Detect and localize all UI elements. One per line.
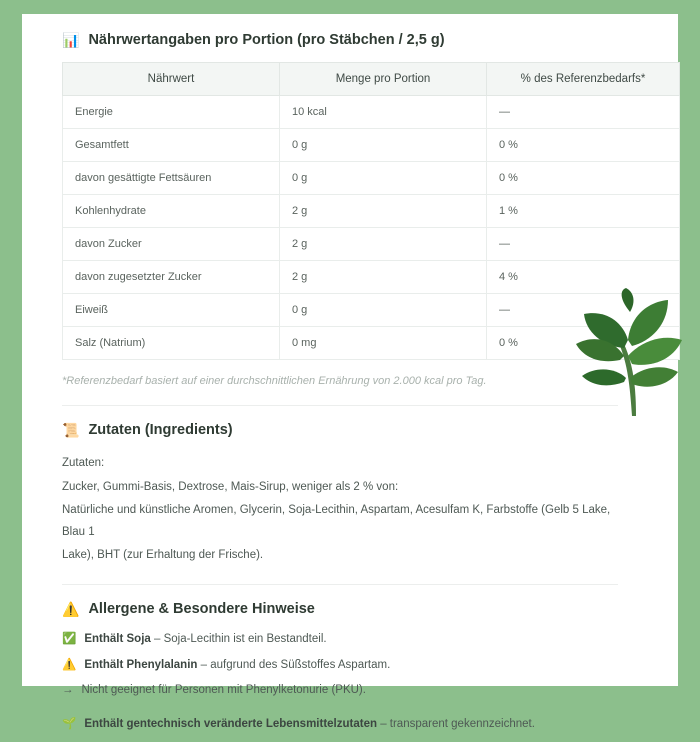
ingredients-line-3: Lake), BHT (zur Erhaltung der Frische). (62, 548, 264, 561)
ingredients-line-2: Natürliche und künstliche Aromen, Glycerin, Soja-Lecithin, Aspartam, Acesulfam K, Farbstoffe (Gelb 5 Lake, Blau 1 (62, 503, 611, 539)
allergens-section-heading (62, 601, 644, 617)
allergen-bold: Enthält Soja (84, 633, 151, 646)
cell-nutrient: Eiweiß (63, 294, 280, 327)
section-divider (62, 405, 618, 406)
reference-footnote: *Referenzbedarf basiert auf einer durchschnittlichen Ernährung von 2.000 kcal pro Tag. (62, 375, 487, 387)
warning-icon: ⚠️ (62, 658, 77, 671)
column-header-reference: % des Referenzbedarfs* (487, 63, 680, 96)
list-spacer (62, 708, 644, 716)
cell-reference: — (487, 96, 680, 129)
table-row (63, 228, 680, 261)
cell-nutrient: davon Zucker (63, 228, 280, 261)
scroll-icon: 📜 (62, 422, 80, 438)
cell-amount: 2 g (280, 261, 487, 294)
allergens-title: Allergene & Besondere Hinweise (88, 601, 315, 618)
cell-amount: 2 g (280, 195, 487, 228)
cell-reference: 0 % (487, 327, 680, 360)
allergen-text (84, 657, 390, 674)
cell-amount: 0 mg (280, 327, 487, 360)
cell-amount: 10 kcal (280, 96, 487, 129)
table-row (63, 129, 680, 162)
table-header-row (63, 63, 680, 96)
allergen-bold: Enthält Phenylalanin (84, 658, 198, 671)
bar-chart-icon: 📊 (62, 32, 80, 48)
table-row (63, 96, 680, 129)
cell-reference: 0 % (487, 162, 680, 195)
ingredients-line-1: Zucker, Gummi-Basis, Dextrose, Mais-Sirup, weniger als 2 % von: (62, 481, 399, 494)
warning-icon: ⚠️ (62, 601, 80, 618)
list-item (62, 657, 644, 674)
nutrition-title: Nährwertangaben pro Portion (pro Stäbchen / 2,5 g) (88, 32, 445, 48)
list-item (62, 631, 644, 648)
table-row (63, 261, 680, 294)
arrow-right-icon: → (62, 684, 74, 697)
cell-amount: 0 g (280, 162, 487, 195)
cell-reference: 4 % (487, 261, 680, 294)
document-page (22, 14, 678, 731)
cell-reference: — (487, 228, 680, 261)
ingredients-title: Zutaten (Ingredients) (88, 422, 233, 438)
check-box-icon: ✅ (62, 633, 77, 646)
section-divider (62, 584, 618, 585)
allergen-rest: – Soja-Lecithin ist ein Bestandteil. (150, 633, 327, 646)
nutrition-table (62, 62, 680, 360)
table-row (63, 162, 680, 195)
allergen-bold: Enthält gentechnisch veränderte Lebensmittelzutaten (84, 718, 377, 731)
table-row (63, 327, 680, 360)
allergens-list (62, 631, 644, 733)
allergen-rest: – aufgrund des Süßstoffes Aspartam. (197, 658, 391, 671)
cell-reference: — (487, 294, 680, 327)
table-row (63, 195, 680, 228)
allergen-rest: – transparent gekennzeichnet. (377, 718, 535, 731)
ingredients-label: Zutaten: (62, 457, 105, 469)
cell-nutrient: Kohlenhydrate (63, 195, 280, 228)
allergen-text (84, 631, 326, 648)
cell-amount: 0 g (280, 294, 487, 327)
cell-nutrient: Energie (63, 96, 280, 129)
nutrition-section-heading (62, 32, 644, 48)
table-row (63, 294, 680, 327)
seedling-icon: 🌱 (62, 718, 77, 731)
list-item (62, 682, 644, 699)
column-header-amount: Menge pro Portion (280, 63, 487, 96)
list-item (62, 716, 644, 733)
cell-reference: 0 % (487, 129, 680, 162)
cell-nutrient: Salz (Natrium) (63, 327, 280, 360)
allergen-text (84, 716, 535, 733)
column-header-nutrient: Nährwert (63, 63, 280, 96)
document-content (22, 14, 678, 742)
cell-reference: 1 % (487, 195, 680, 228)
cell-amount: 0 g (280, 129, 487, 162)
ingredients-section-heading (62, 422, 644, 438)
cell-amount: 2 g (280, 228, 487, 261)
cell-nutrient: Gesamtfett (63, 129, 280, 162)
allergen-rest: Nicht geeignet für Personen mit Phenylketonurie (PKU). (81, 684, 366, 697)
allergen-text (82, 682, 366, 699)
cell-nutrient: davon zugesetzter Zucker (63, 261, 280, 294)
ingredients-body (62, 452, 632, 566)
cell-nutrient: davon gesättigte Fettsäuren (63, 162, 280, 195)
